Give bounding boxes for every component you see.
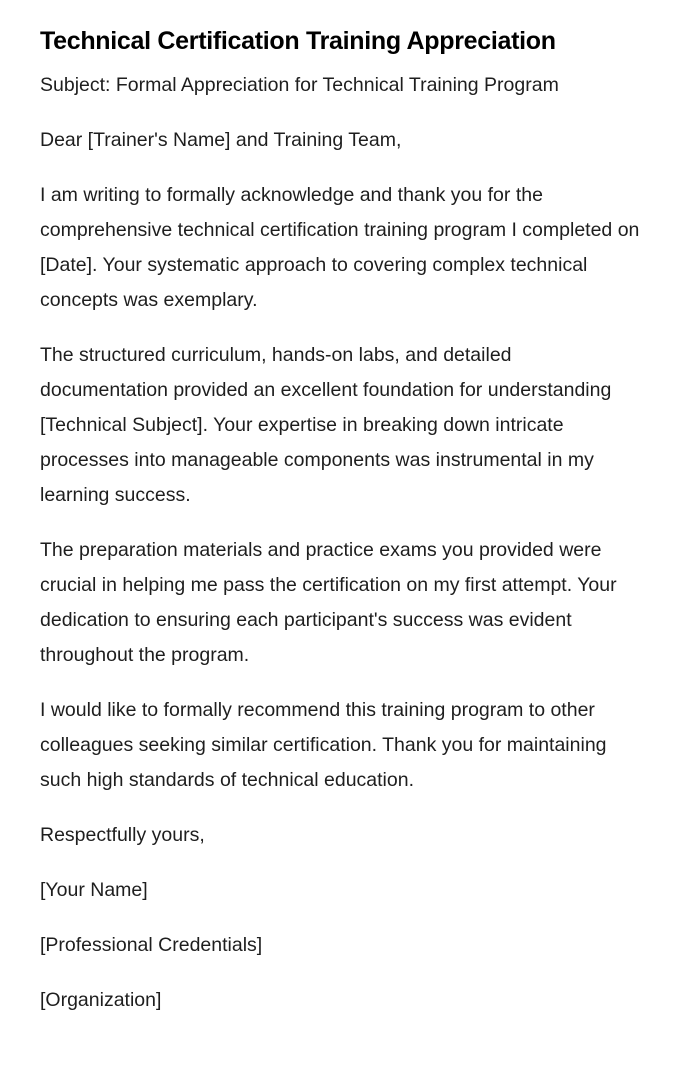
signature-credentials: [Professional Credentials] xyxy=(40,934,263,956)
closing-line: Respectfully yours, xyxy=(40,824,205,846)
subject-line: Subject: Formal Appreciation for Technical Training Program xyxy=(40,74,559,96)
body-paragraph: I would like to formally recommend this training program to other colleagues seeking similar certification. Thank you for maintaining such high standards of technical education. xyxy=(40,699,607,791)
document-title: Technical Certification Training Appreciation xyxy=(40,27,556,55)
signature-organization: [Organization] xyxy=(40,989,162,1011)
body-paragraph: The preparation materials and practice exams you provided were crucial in helping me pass the certification on my first attempt. Your dedication to ensuring each participant's success was evident throughout the program. xyxy=(40,539,617,666)
salutation: Dear [Trainer's Name] and Training Team, xyxy=(40,129,402,151)
body-paragraph: The structured curriculum, hands-on labs, and detailed documentation provided an excellent foundation for understanding [Technical Subject]. Your expertise in breaking down intricate processes into manageable components was instrumental in my learning success. xyxy=(40,344,612,506)
body-paragraph: I am writing to formally acknowledge and thank you for the comprehensive technical certification training program I completed on [Date]. Your systematic approach to covering complex technical concepts was exemplary. xyxy=(40,184,640,311)
signature-name: [Your Name] xyxy=(40,879,148,901)
